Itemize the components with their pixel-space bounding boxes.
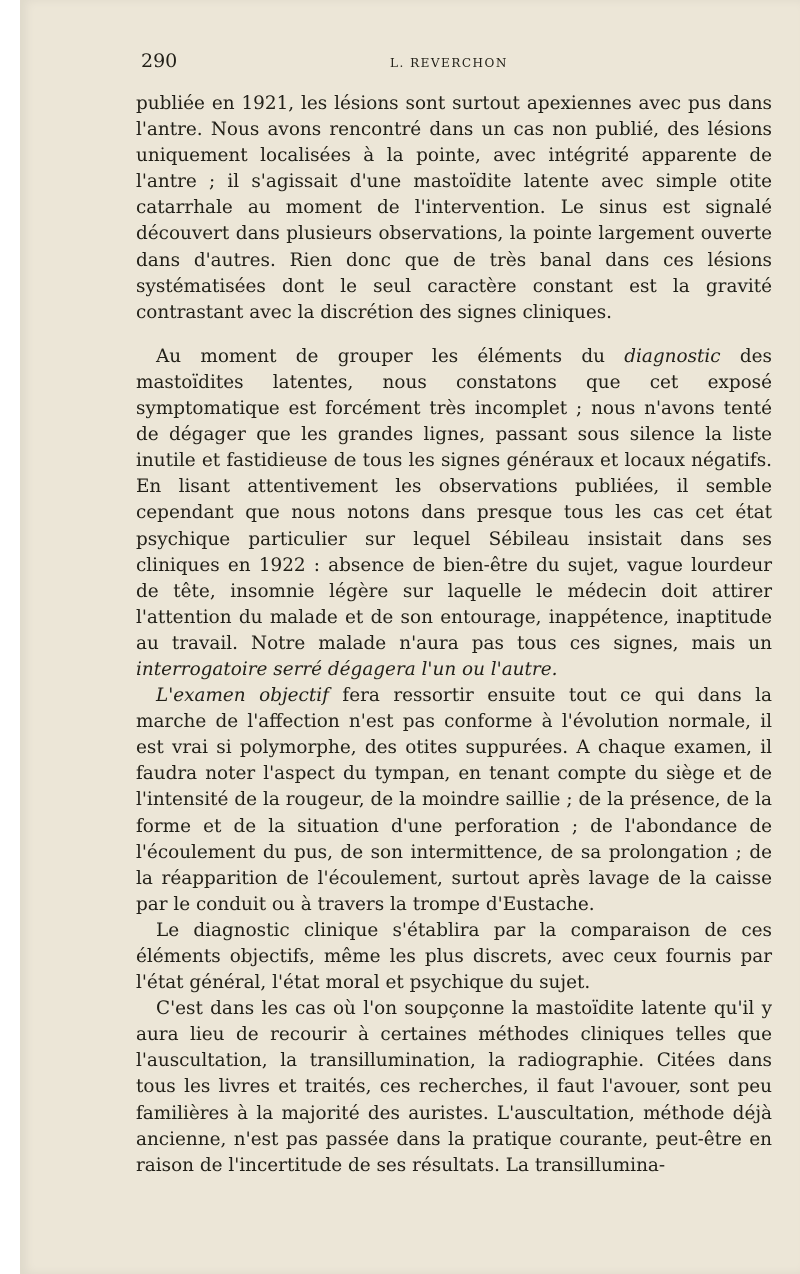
paragraph-2 — [136, 344, 772, 683]
italic-text: interrogatoire serré dégagera l'un ou l'autre. — [136, 658, 558, 680]
paragraph-4 — [136, 918, 772, 996]
text-run: Le diagnostic clinique s'établira par la comparaison de ces éléments objectifs, même les plus discrets, avec ceux fournis par l'état général, l'état moral et psychique du sujet. — [136, 919, 772, 994]
page-number: 290 — [141, 50, 178, 72]
text-run: C'est dans les cas où l'on soupçonne la mastoïdite latente qu'il y aura lieu de recourir à certaines méthodes cliniques telles que l'auscultation, la transillumination, la radiographie. Citées dans tous les livres et traités, ces recherches, il faut l'avouer, sont peu familières à la majorité des auristes. L'auscultation, méthode déjà ancienne, n'est pas passée dans la pratique courante, peut-être en raison de l'incertitude de ses résultats. La transillumina- — [136, 998, 772, 1176]
book-page — [20, 0, 800, 1274]
paragraph-1 — [136, 91, 772, 326]
italic-text: diagnostic — [624, 345, 721, 367]
text-run: publiée en 1921, les lésions sont surtout apexiennes avec pus dans l'antre. Nous avons rencontré dans un cas non publié, des lésions uniquement localisées à la pointe, avec intégrité apparente de l'antre ; il s'agissait d'une mastoïdite latente avec simple otite catarrhale au moment de l'intervention. Le sinus est signalé découvert dans plusieurs observations, la pointe largement ouverte dans d'autres. Rien donc que de très banal dans ces lésions systématisées dont le seul caractère constant est la gravité contrastant avec la discrétion des signes cliniques. — [136, 93, 772, 323]
running-head: L. REVERCHON — [390, 56, 508, 70]
paragraph-3 — [136, 683, 772, 918]
body-text — [136, 91, 772, 1179]
text-run: Au moment de grouper les éléments du — [156, 345, 625, 367]
paragraph-5 — [136, 996, 772, 1179]
text-run: des mastoïdites latentes, nous constatons que cet exposé symptomatique est forcément très incomplet ; nous n'avons tenté de dégager que les grandes lignes, passant sous silence la liste inutile et fastidieuse de tous les signes généraux et locaux négatifs. En lisant attentivement les observations publiées, il semble cependant que nous notons dans presque tous les cas cet état psychique particulier sur lequel Sébileau insistait dans ses cliniques en 1922 : absence de bien-être du sujet, vague lourdeur de tête, insomnie légère sur laquelle le médecin doit attirer l'attention du malade et de son entourage, inappétence, inaptitude au travail. Notre malade n'aura pas tous ces signes, mais un — [136, 345, 772, 654]
page-header — [20, 50, 800, 80]
italic-text: L'examen objectif — [156, 685, 329, 707]
text-run: fera ressortir ensuite tout ce qui dans la marche de l'affection n'est pas conforme à l'évolution normale, il est vrai si polymorphe, des otites suppurées. A chaque examen, il faudra noter l'aspect du tympan, en tenant compte du siège et de l'intensité de la rougeur, de la moindre saillie ; de la présence, de la forme et de la situation d'une perforation ; de l'abondance de l'écoulement du pus, de son intermittence, de sa prolongation ; de la réapparition de l'écoulement, surtout après lavage de la caisse par le conduit ou à travers la trompe d'Eustache. — [136, 685, 772, 915]
